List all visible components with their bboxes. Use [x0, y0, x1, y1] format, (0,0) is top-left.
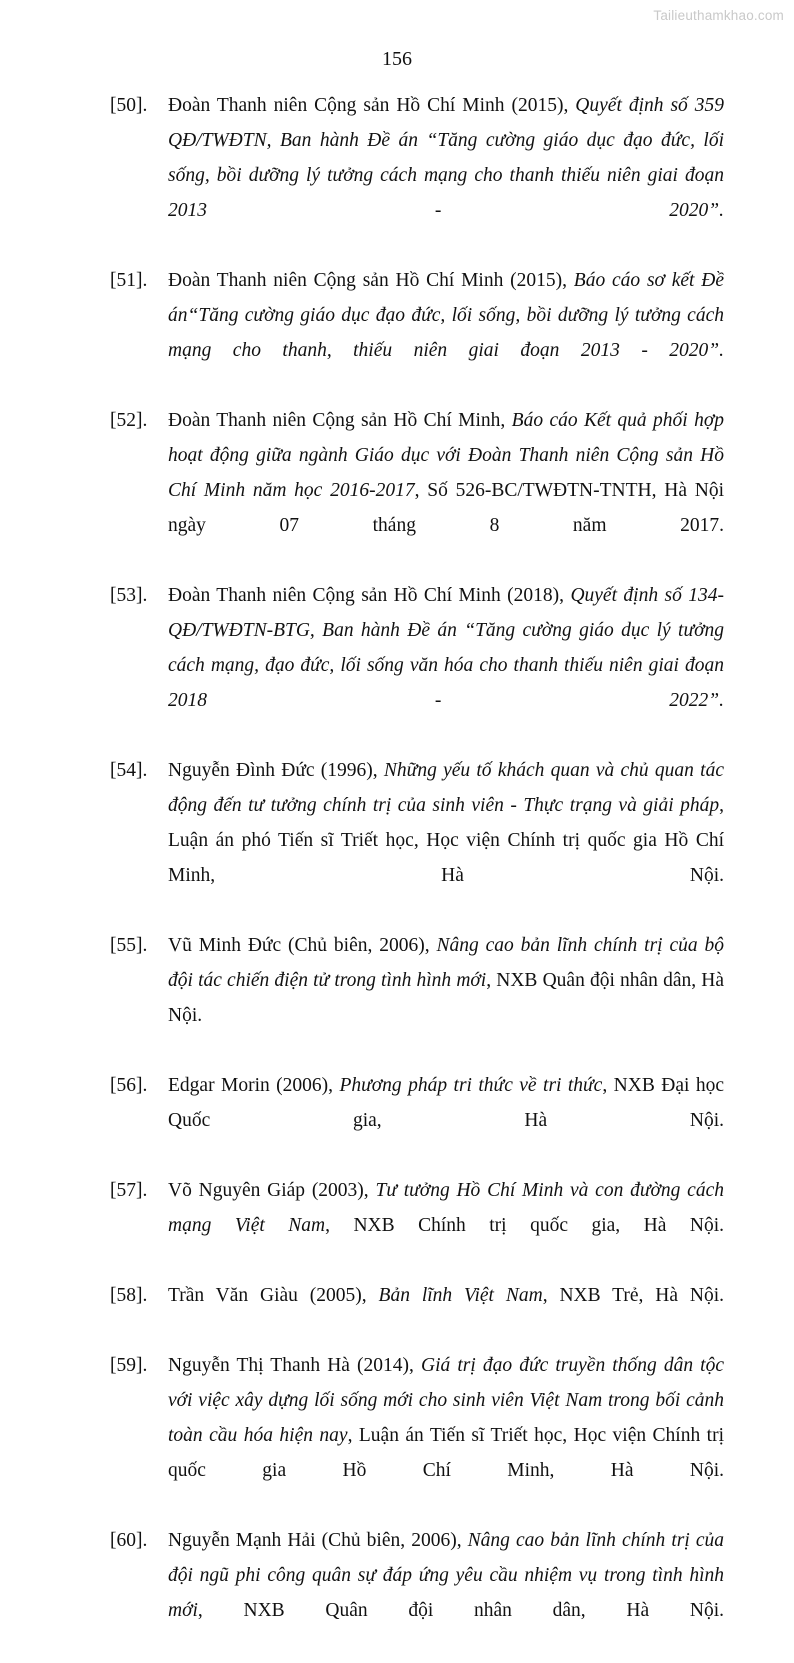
reference-number: [59]. — [110, 1355, 148, 1376]
reference-entry — [110, 753, 724, 928]
reference-entry — [110, 1348, 724, 1523]
reference-text: Nguyễn Mạnh Hải (Chủ biên, 2006), Nâng cao bản lĩnh chính trị của đội ngũ phi công quân sự đáp ứng yêu cầu nhiệm vụ trong tình hình mới, NXB Quân đội nhân dân, Hà Nội. — [168, 1530, 725, 1621]
watermark-text: Tailieuthamkhao.com — [653, 8, 784, 23]
reference-entry — [110, 928, 724, 1068]
reference-number: [55]. — [110, 935, 148, 956]
reference-text: Đoàn Thanh niên Cộng sản Hồ Chí Minh (2018), Quyết định số 134-QĐ/TWĐTN-BTG, Ban hành Đề án “Tăng cường giáo dục lý tưởng cách mạng, đạo đức, lối sống văn hóa cho thanh thiếu niên giai đoạn 2018 - 2022”. — [168, 585, 725, 711]
reference-text: Vũ Minh Đức (Chủ biên, 2006), Nâng cao bản lĩnh chính trị của bộ đội tác chiến điện tử trong tình hình mới, NXB Quân đội nhân dân, Hà Nội. — [168, 935, 724, 1026]
reference-text: Võ Nguyên Giáp (2003), Tư tưởng Hồ Chí Minh và con đường cách mạng Việt Nam, NXB Chính trị quốc gia, Hà Nội. — [168, 1180, 724, 1236]
reference-entry — [110, 263, 724, 403]
reference-entry — [110, 578, 724, 753]
reference-number: [50]. — [110, 95, 148, 116]
reference-text: Nguyễn Thị Thanh Hà (2014), Giá trị đạo đức truyền thống dân tộc với việc xây dựng lối sống mới cho sinh viên Việt Nam trong bối cảnh toàn cầu hóa hiện nay, Luận án Tiến sĩ Triết học, Học viện Chính trị quốc gia Hồ Chí Minh, Hà Nội. — [168, 1355, 724, 1481]
reference-text: Đoàn Thanh niên Cộng sản Hồ Chí Minh (2015), Quyết định số 359 QĐ/TWĐTN, Ban hành Đề án “Tăng cường giáo dục đạo đức, lối sống, bồi dưỡng lý tưởng cách mạng cho thanh thiếu niên giai đoạn 2013 - 2020”. — [168, 95, 724, 221]
reference-entry — [110, 1173, 724, 1278]
reference-entry — [110, 1068, 724, 1173]
reference-number: [57]. — [110, 1180, 148, 1201]
reference-entry — [110, 88, 724, 263]
reference-entry — [110, 403, 724, 578]
reference-number: [53]. — [110, 585, 148, 606]
reference-text: Đoàn Thanh niên Cộng sản Hồ Chí Minh, Báo cáo Kết quả phối hợp hoạt động giữa ngành Giáo dục với Đoàn Thanh niên Cộng sản Hồ Chí Minh năm học 2016-2017, Số 526-BC/TWĐTN-TNTH, Hà Nội ngày 07 tháng 8 năm 2017. — [168, 410, 724, 536]
reference-text: Trần Văn Giàu (2005), Bản lĩnh Việt Nam, NXB Trẻ, Hà Nội. — [168, 1285, 725, 1306]
reference-number: [56]. — [110, 1075, 148, 1096]
reference-number: [60]. — [110, 1530, 148, 1551]
reference-number: [52]. — [110, 410, 148, 431]
reference-entry — [110, 1523, 724, 1663]
reference-list — [110, 88, 724, 1663]
reference-number: [54]. — [110, 760, 148, 781]
reference-entry — [110, 1278, 724, 1348]
reference-number: [51]. — [110, 270, 148, 291]
reference-text: Đoàn Thanh niên Cộng sản Hồ Chí Minh (2015), Báo cáo sơ kết Đề án“Tăng cường giáo dục đạo đức, lối sống, bồi dưỡng lý tưởng cách mạng cho thanh, thiếu niên giai đoạn 2013 - 2020”. — [168, 270, 724, 361]
reference-number: [58]. — [110, 1285, 148, 1306]
reference-text: Edgar Morin (2006), Phương pháp tri thức về tri thức, NXB Đại học Quốc gia, Hà Nội. — [168, 1075, 724, 1131]
page-number: 156 — [382, 48, 412, 70]
reference-text: Nguyễn Đình Đức (1996), Những yếu tố khách quan và chủ quan tác động đến tư tưởng chính trị của sinh viên - Thực trạng và giải pháp, Luận án phó Tiến sĩ Triết học, Học viện Chính trị quốc gia Hồ Chí Minh, Hà Nội. — [168, 760, 725, 886]
